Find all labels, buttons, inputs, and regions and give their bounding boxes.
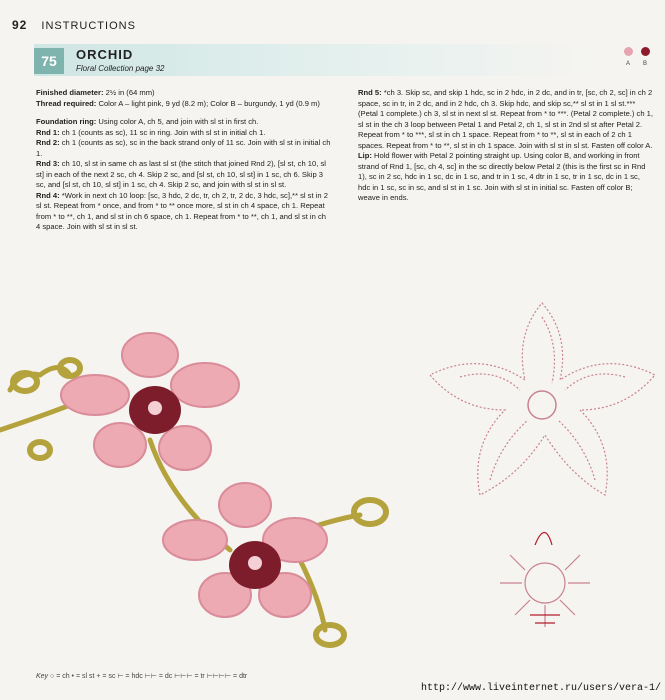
instruction-label: Finished diameter:	[36, 88, 104, 97]
leaf-loop	[316, 625, 344, 645]
petal-chart-diagram	[420, 295, 665, 505]
petal	[159, 426, 211, 470]
instruction-text: *ch 3. Skip sc, and skip 1 hdc, sc in 2 hdc, in 2 dc, and in tr, [sc, ch 2, sc] in ch 2 space, sc in tr, in 2 dc, and in 2 hdc, ch 3. Skip hdc, and skip sc,** sl st in 1 sl st.*** (Petal 1 complete.) ch 3, sl st in next sl st. Repeat from * to ***. (Petal 2 complete.) ch 1, sl st in the ch 3 loop between Petal 1 and Petal 2, ch 1, sl st in 2nd sl st after Petal 2. Repeat from * to ***, sl st in ch 1 space. Repeat from * to **, sl st in each of 2 ch 1 spaces. Repeat from * to **, sl st in ch 1 space. Join with sl st in sl st. Fasten off color A.	[358, 88, 654, 150]
leaf-loop	[60, 360, 80, 376]
petal	[94, 423, 146, 467]
instruction-label: Rnd 5:	[358, 88, 382, 97]
instruction-text: 2½ in (64 mm)	[103, 88, 155, 97]
instruction-label: Rnd 3:	[36, 159, 60, 168]
lip-chart-diagram	[490, 515, 600, 630]
petal	[219, 483, 271, 527]
color-swatch-b	[641, 47, 650, 56]
instruction-paragraph	[358, 88, 654, 151]
instruction-paragraph	[36, 191, 332, 233]
instruction-paragraph	[36, 88, 332, 99]
instruction-label: Thread required:	[36, 98, 97, 108]
instruction-paragraph	[36, 109, 332, 117]
petal	[61, 375, 129, 415]
instruction-text: Color A – light pink, 9 yd (8.2 m); Color B – burgundy, 1 yd (0.9 m)	[96, 98, 320, 108]
orchid-center	[248, 556, 262, 570]
lip-stitches	[500, 555, 590, 627]
swatch-label-b: B	[643, 61, 648, 67]
instructions-left-column	[36, 88, 332, 233]
key-legend: ○ = ch • = sl st + = sc ⊢ = hdc ⊢⊢ = dc ⊢⊢⊢ = tr ⊢⊢⊢⊢ = dtr	[50, 673, 248, 680]
leaf-loop	[30, 442, 50, 458]
orchid-photo	[0, 300, 420, 660]
orchid-center	[148, 401, 162, 415]
section-title: INSTRUCTIONS	[41, 20, 136, 32]
petal-outline	[430, 303, 655, 495]
stitch-lines	[460, 317, 625, 480]
page-number: 92	[12, 18, 28, 32]
instruction-paragraph	[36, 128, 332, 139]
instruction-label: Lip:	[358, 151, 372, 160]
pattern-subtitle: Floral Collection page 32	[76, 64, 165, 73]
key-label: Key	[36, 673, 49, 680]
instruction-paragraph	[36, 138, 332, 159]
instruction-text: Using color A, ch 5, and join with sl st in first ch.	[96, 117, 259, 126]
instruction-paragraph	[36, 99, 332, 110]
lip-loop	[535, 533, 552, 546]
petal	[122, 333, 178, 377]
instruction-label: Rnd 2:	[36, 138, 60, 147]
lip-ring	[525, 563, 565, 603]
instruction-text: ch 1 (counts as sc), sc in the back strand only of 11 sc. Join with sl st in initial ch 1.	[36, 138, 331, 158]
petal	[163, 520, 227, 560]
instruction-text: ch 10, sl st in same ch as last sl st (the stitch that joined Rnd 2), [sl st, ch 10, sl st] in each of the next 2 sc, ch 4. Skip 2 sc, and [sl st, ch 10, sl st] in 1 sc, ch 6. Skip 3 sc, and [sl st, ch 10, sl st] in 1 sc, ch 4. Skip 2 sc, and join with sl st in sl st.	[36, 159, 326, 189]
color-swatch-a	[624, 47, 633, 56]
instruction-text: *Work in next ch 10 loop: [sc, 3 hdc, 2 dc, tr, ch 2, tr, 2 dc, 3 hdc, sc],** sl st in 2 sl st. Repeat from * once, and from * to ** once more, sl st in ch 4 space, ch 1. Repeat from * to **, ch 1, and sl st in ch 6 space, ch 1. Repeat from * to **, ch 1, and sl st in ch 4 space. Join with sl st in sl st.	[36, 190, 328, 231]
petal	[171, 363, 239, 407]
swatch-label-a: A	[626, 61, 631, 67]
leaf-loop	[354, 500, 386, 524]
watermark-url[interactable]: http://www.liveinternet.ru/users/vera-1/	[420, 683, 661, 694]
instruction-paragraph	[36, 159, 332, 191]
instruction-label: Rnd 1:	[36, 127, 60, 137]
instruction-label: Foundation ring:	[36, 117, 97, 126]
center-ring	[528, 391, 556, 419]
pattern-title: ORCHID	[76, 47, 134, 62]
instruction-text: Hold flower with Petal 2 pointing straight up. Using color B, and working in front strand of Rnd 1, [sc, ch 4, sc] in the sc directly below Petal 2 (this is the first sc in Rnd 1), sc in 2 sc, hdc in 1 sc, dc in 1 sc, and tr in 1 sc, 4 dtr in 1 sc, tr in 1 sc, dc in 1 sc, hdc in 1 sc, sc in sc, and sl st in 1 sc. Join with sl st in initial sc. Fasten off color B; weave in ends.	[358, 151, 646, 202]
chart-key	[36, 672, 247, 680]
instructions-right-column	[358, 88, 654, 204]
pattern-number: 75	[34, 48, 64, 74]
instruction-paragraph	[358, 151, 654, 204]
instruction-text: ch 1 (counts as sc), 11 sc in ring. Join with sl st in initial ch 1.	[59, 127, 266, 137]
instruction-label: Rnd 4:	[36, 190, 60, 200]
instruction-paragraph	[36, 117, 332, 128]
page-header	[12, 18, 136, 32]
